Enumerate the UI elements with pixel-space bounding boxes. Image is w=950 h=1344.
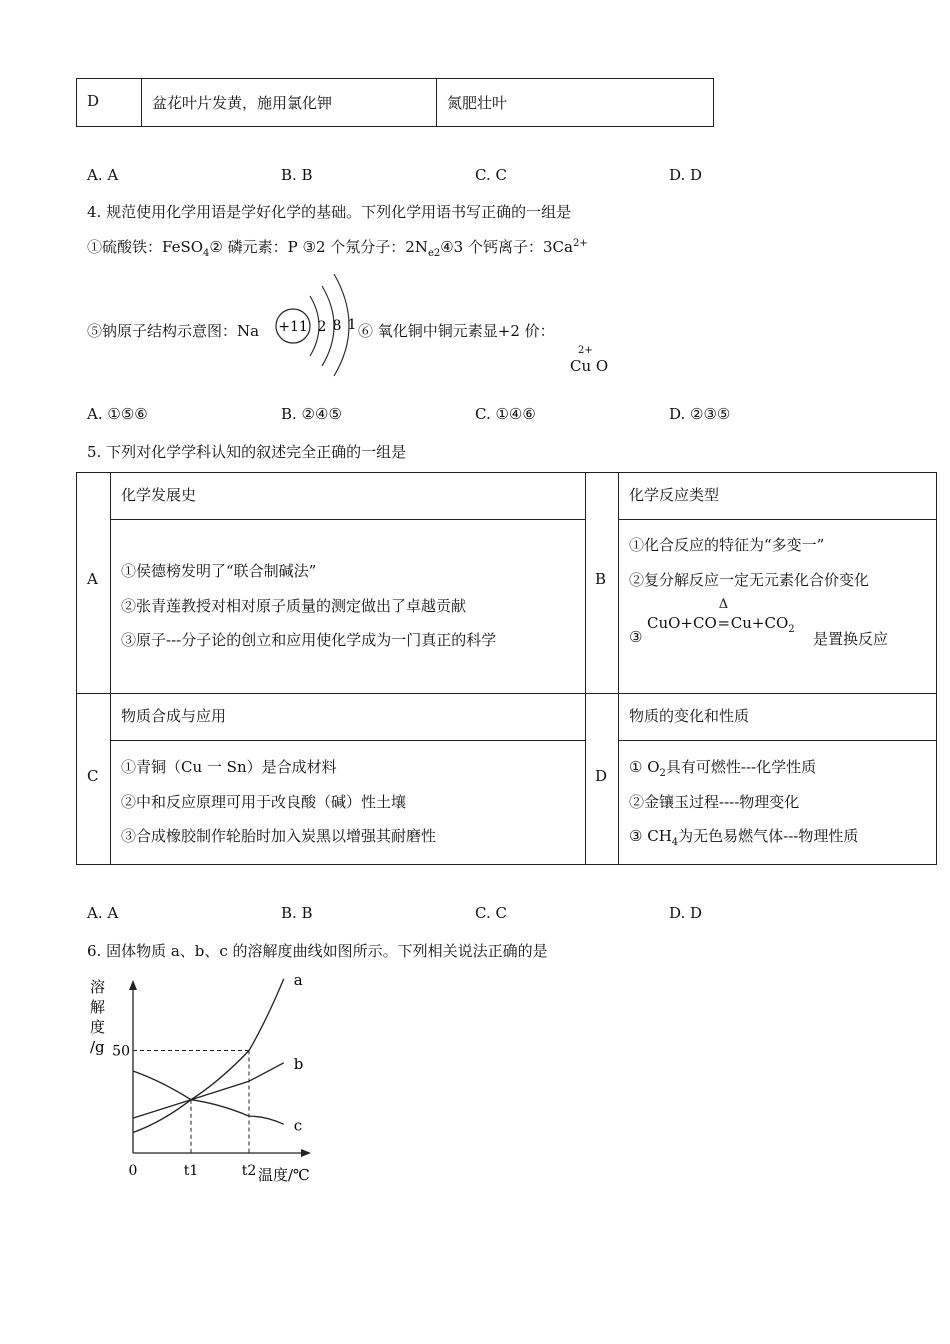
q5-d-letter: D xyxy=(595,766,608,785)
y-axis-arrow-icon xyxy=(129,980,137,990)
q5-c-item-3: ③合成橡胶制作轮胎时加入炭黑以增强其耐磨性 xyxy=(121,826,437,845)
q3-option-a[interactable]: A. A xyxy=(87,166,119,184)
q5-a-title: 化学发展史 xyxy=(121,486,197,504)
q5-b-item-3-suffix: 是置换反应 xyxy=(813,630,889,649)
q5-b-content-cell xyxy=(619,520,937,693)
q4-option-b[interactable]: B. ②④⑤ xyxy=(281,405,342,423)
q3-option-b[interactable]: B. B xyxy=(281,166,313,184)
q3-option-d[interactable]: D. D xyxy=(669,166,703,184)
q5-d-item-1 xyxy=(629,756,816,779)
q5-c-letter: C xyxy=(87,766,99,785)
q5-b-title: 化学反应类型 xyxy=(629,486,720,504)
shell-3-electrons: 1 xyxy=(347,317,357,333)
series-group xyxy=(133,972,303,1134)
q4-option-a[interactable]: A. ①⑤⑥ xyxy=(87,405,148,423)
ylabel-char-2: 解 xyxy=(90,998,106,1016)
q5-c-item-1: ①青铜（Cu 一 Sn）是合成材料 xyxy=(121,757,337,776)
q5-b-title-cell xyxy=(619,473,937,520)
q5-a-letter: A xyxy=(87,570,98,588)
equation-sub: 2 xyxy=(788,624,795,636)
q5-a-content-cell xyxy=(111,520,586,693)
q3-note-text: 氮肥壮叶 xyxy=(447,94,508,112)
y-tick-50: 50 xyxy=(112,1043,130,1060)
q3-table xyxy=(76,78,714,127)
d-item3-a: ③ CH xyxy=(629,826,672,845)
x-axis-arrow-icon xyxy=(301,1149,311,1157)
q4-item1-sub: 4 xyxy=(203,248,210,259)
q5-d-item-3 xyxy=(629,825,858,848)
q5-d-content-cell xyxy=(619,740,937,864)
q3-row-letter xyxy=(77,79,142,127)
q5-option-c[interactable]: C. C xyxy=(475,904,507,922)
q5-option-b[interactable]: B. B xyxy=(281,904,313,922)
q5-stem: 5. 下列对化学学科认知的叙述完全正确的一组是 xyxy=(87,443,407,461)
q5-option-a[interactable]: A. A xyxy=(87,904,119,922)
q5-table xyxy=(76,472,937,865)
q5-c-title: 物质合成与应用 xyxy=(121,706,227,725)
q4-stem: 4. 规范使用化学用语是学好化学的基础。下列化学用语书写正确的一组是 xyxy=(87,203,572,221)
sodium-atom-diagram xyxy=(270,268,365,378)
q5-b-letter: B xyxy=(595,570,607,588)
q6-stem: 6. 固体物质 a、b、c 的溶解度曲线如图所示。下列相关说法正确的是 xyxy=(87,942,548,960)
delta-sign: Δ xyxy=(718,597,729,613)
d-item3-sub: 4 xyxy=(671,836,679,848)
q5-b-item-2: ②复分解反应一定无元素化合价变化 xyxy=(629,571,870,590)
q3-option-c[interactable]: C. C xyxy=(475,166,507,184)
q4-item2-3: ② 磷元素：P ③2 个氖分子：2N xyxy=(209,238,428,256)
curve-c xyxy=(133,1071,284,1124)
q4-items-line xyxy=(87,236,588,259)
d-item1-sub: 2 xyxy=(659,767,666,779)
valence-formula: Cu O xyxy=(570,357,609,375)
q5-b-letter-cell xyxy=(586,473,619,694)
q4-option-c[interactable]: C. ①④⑥ xyxy=(475,405,536,423)
q5-a-item-1: ①侯德榜发明了“联合制碱法” xyxy=(121,562,317,581)
x-tick-0: 0 xyxy=(128,1163,138,1179)
q3-row-note xyxy=(437,79,714,127)
q5-b-item-3-prefix: ③ xyxy=(629,628,643,647)
q4-item6-label: ⑥ 氧化铜中铜元素显+2 价： xyxy=(358,322,555,340)
q4-option-d[interactable]: D. ②③⑤ xyxy=(669,405,731,423)
curve-a xyxy=(133,979,284,1133)
q3-letter-text: D xyxy=(87,92,100,110)
x-tick-t2: t2 xyxy=(241,1163,257,1179)
ylabel-char-1: 溶 xyxy=(90,978,106,996)
valence-sup: 2+ xyxy=(578,345,593,356)
q5-c-content-cell xyxy=(111,740,586,864)
q5-d-item-2: ②金镶玉过程----物理变化 xyxy=(629,792,800,811)
q5-d-title-cell xyxy=(619,693,937,740)
x-tick-t1: t1 xyxy=(183,1163,199,1179)
curve-label-c: c xyxy=(293,1116,303,1135)
q5-d-title: 物质的变化和性质 xyxy=(629,706,750,725)
curve-label-b: b xyxy=(293,1054,304,1073)
q4-item1: ①硫酸铁：FeSO xyxy=(87,238,204,256)
q4-item4-sup: 2+ xyxy=(572,238,588,249)
q5-c-letter-cell xyxy=(77,693,111,864)
q5-a-title-cell xyxy=(111,473,586,520)
ylabel-char-3: 度 xyxy=(90,1018,106,1036)
q5-a-item-3: ③原子---分子论的创立和应用使化学成为一门真正的科学 xyxy=(121,631,497,650)
q5-b-item-1: ①化合反应的特征为“多变一” xyxy=(629,536,825,555)
q5-a-letter-cell xyxy=(77,473,111,694)
q4-item4: ④3 个钙离子：3Ca xyxy=(440,238,573,256)
shell-2-electrons: 8 xyxy=(332,318,342,334)
equation-right: Cu+CO xyxy=(730,614,789,633)
equation-arrow: Δ = xyxy=(717,597,731,633)
q4-item5-label: ⑤钠原子结构示意图：Na xyxy=(87,322,260,340)
q5-b-equation xyxy=(647,597,795,636)
x-axis-label: 温度/℃ xyxy=(258,1166,310,1184)
q5-d-letter-cell xyxy=(586,693,619,864)
nucleus-charge: +11 xyxy=(278,319,308,335)
q5-option-d[interactable]: D. D xyxy=(669,904,703,922)
curve-label-a: a xyxy=(293,972,303,989)
q4-item3-sub: e2 xyxy=(427,248,441,259)
q5-a-item-2: ②张青莲教授对相对原子质量的测定做出了卓越贡献 xyxy=(121,597,467,616)
curve-b xyxy=(133,1063,284,1118)
shell-1-electrons: 2 xyxy=(317,319,327,335)
equation-left: CuO+CO xyxy=(647,614,717,633)
q3-case-text: 盆花叶片发黄，施用氯化钾 xyxy=(152,94,333,112)
d-item1-a: ① O xyxy=(629,757,660,776)
q5-c-title-cell xyxy=(111,693,586,740)
d-item3-b: 为无色易燃气体---物理性质 xyxy=(678,826,859,845)
d-item1-b: 具有可燃性---化学性质 xyxy=(665,757,817,776)
solubility-chart xyxy=(84,972,324,1187)
ylabel-char-4: /g xyxy=(90,1038,105,1056)
q3-row-case xyxy=(142,79,437,127)
q5-c-item-2: ②中和反应原理可用于改良酸（碱）性土壤 xyxy=(121,792,407,811)
